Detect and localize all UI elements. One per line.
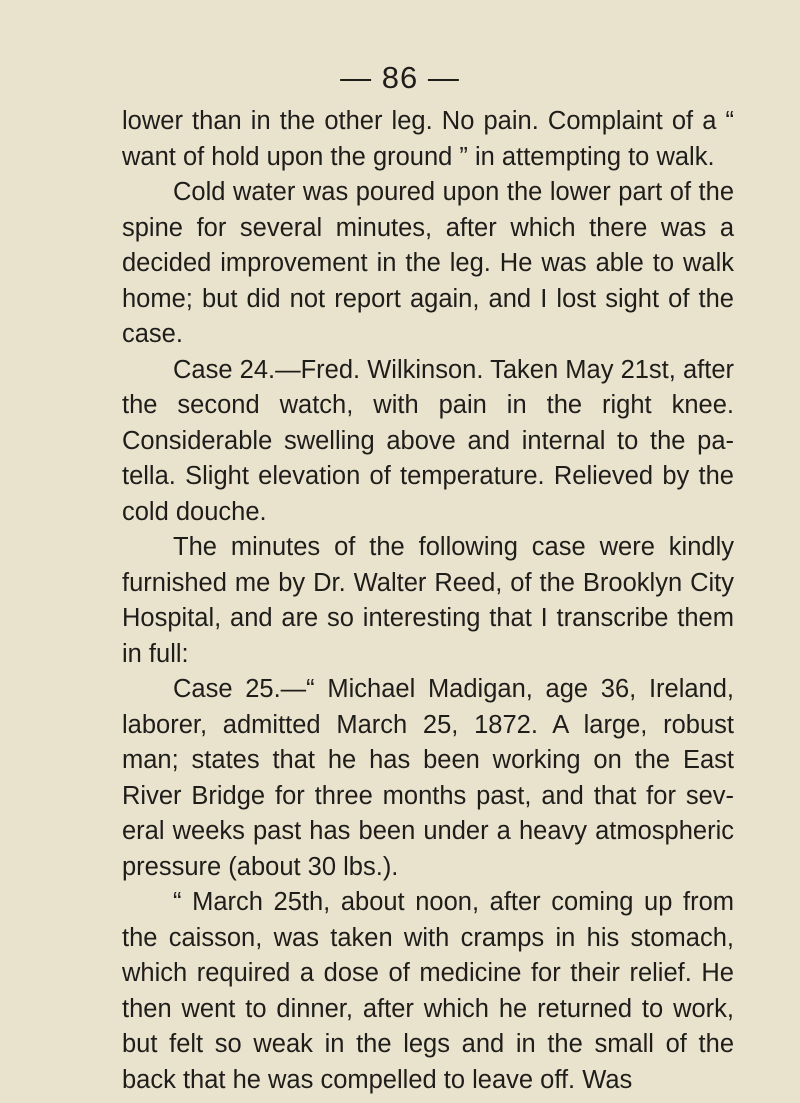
body-text: [122, 104, 734, 1098]
paragraph-march-25th: “ March 25th, about noon, after coming up from the caisson, was taken with cramps in his stomach, which required a dose of medicine for their relief. He then went to dinner, after which he returned to work, but felt so weak in the legs and in the small of the back that he was compelled to leave off. Was: [122, 888, 734, 1094]
paragraph-case-24: Case 24.—Fred. Wilkinson. Taken May 21st, after the second watch, with pain in the right knee. Considerable swelling above and internal to the pa- tella. Slight elevation of temperature. Relieved by the cold douche.: [122, 355, 734, 526]
paragraph-continuation: lower than in the other leg. No pain. Complaint of a “ want of hold upon the ground ” in attempting to walk.: [122, 107, 734, 171]
paragraph-cold-water: Cold water was poured upon the lower part of the spine for several minutes, after which there was a decided improvement in the leg. He was able to walk home; but did not report again, and I lost sight of the case.: [122, 178, 734, 348]
paragraph-minutes-intro: The minutes of the following case were kindly furnished me by Dr. Walter Reed, of the Brooklyn City Hospital, and are so interesting that I transcribe them in full:: [122, 533, 734, 668]
page-number: — 86 —: [340, 60, 460, 95]
paragraph-case-25: Case 25.—“ Michael Madigan, age 36, Ireland, laborer, admitted March 25, 1872. A large, robust man; states that he has been working on the East River Bridge for three months past, and that for sev- eral weeks past has been under a heavy atmospheric pressure (about 30 lbs.).: [122, 675, 734, 881]
